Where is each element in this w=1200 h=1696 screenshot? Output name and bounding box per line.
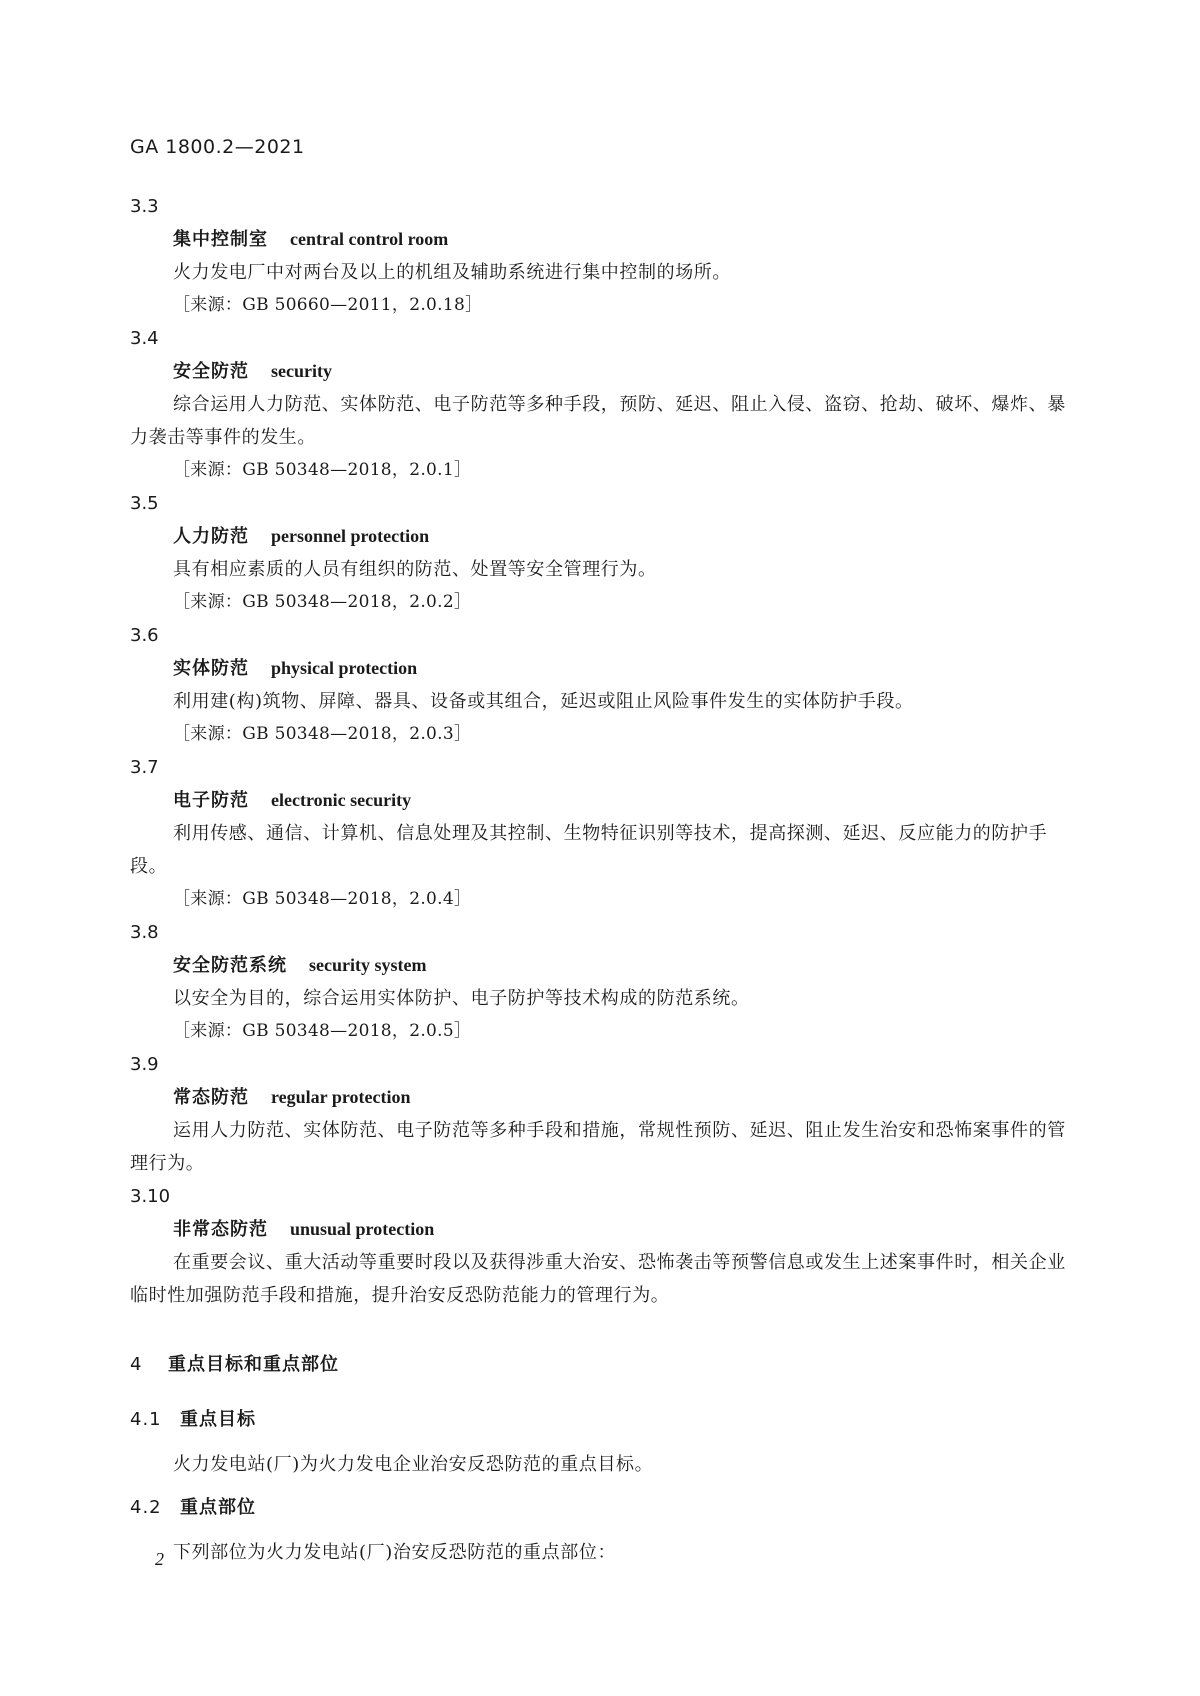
term-entry bbox=[130, 916, 1070, 1048]
subsection-4-1-heading bbox=[130, 1403, 1070, 1436]
term-heading bbox=[130, 355, 1070, 388]
term-definition: 利用传感、通信、计算机、信息处理及其控制、生物特征识别等技术，提高探测、延迟、反应能力的防护手段。 bbox=[130, 823, 1048, 877]
term-source: ［来源：GB 50348—2018，2.0.2］ bbox=[173, 592, 472, 612]
term-source: ［来源：GB 50660—2011，2.0.18］ bbox=[173, 295, 483, 315]
term-name-en: regular protection bbox=[271, 1087, 411, 1107]
term-entry bbox=[130, 487, 1070, 619]
term-name-en: security system bbox=[309, 955, 427, 975]
subsection-4-1-text: 火力发电站(厂)为火力发电企业治安反恐防范的重点目标。 bbox=[173, 1454, 654, 1475]
term-heading bbox=[130, 652, 1070, 685]
term-heading bbox=[130, 520, 1070, 553]
term-number: 3.9 bbox=[130, 1054, 159, 1075]
term-definition: 具有相应素质的人员有组织的防范、处置等安全管理行为。 bbox=[173, 559, 657, 580]
term-entry bbox=[130, 190, 1070, 322]
term-name-en: electronic security bbox=[271, 790, 412, 810]
term-heading bbox=[130, 223, 1070, 256]
term-definition: 运用人力防范、实体防范、电子防范等多种手段和措施，常规性预防、延迟、阻止发生治安和恐怖案事件的管理行为。 bbox=[130, 1120, 1066, 1174]
term-number: 3.5 bbox=[130, 493, 159, 514]
term-heading bbox=[130, 949, 1070, 982]
term-heading bbox=[130, 784, 1070, 817]
term-entry bbox=[130, 1048, 1070, 1180]
section-title: 重点目标和重点部位 bbox=[168, 1354, 339, 1375]
page-content bbox=[130, 190, 1070, 1569]
subsection-title: 重点目标 bbox=[180, 1409, 256, 1430]
subsection-number: 4.2 bbox=[130, 1497, 162, 1518]
term-name-en: security bbox=[271, 361, 332, 381]
term-definition: 利用建(构)筑物、屏障、器具、设备或其组合，延迟或阻止风险事件发生的实体防护手段。 bbox=[173, 691, 914, 712]
page-number: 2 bbox=[155, 1549, 164, 1569]
term-entry bbox=[130, 1180, 1070, 1312]
term-number: 3.6 bbox=[130, 625, 159, 646]
subsection-title: 重点部位 bbox=[180, 1497, 256, 1518]
term-number: 3.3 bbox=[130, 196, 159, 217]
term-number: 3.4 bbox=[130, 328, 159, 349]
term-name-en: central control room bbox=[290, 229, 449, 249]
term-source: ［来源：GB 50348—2018，2.0.1］ bbox=[173, 460, 472, 480]
term-source: ［来源：GB 50348—2018，2.0.3］ bbox=[173, 724, 472, 744]
term-name-zh: 集中控制室 bbox=[173, 229, 268, 250]
term-number: 3.10 bbox=[130, 1186, 171, 1207]
subsection-number: 4.1 bbox=[130, 1409, 162, 1430]
term-name-zh: 人力防范 bbox=[173, 526, 249, 547]
term-definition: 综合运用人力防范、实体防范、电子防范等多种手段，预防、延迟、阻止入侵、盗窃、抢劫、破坏、爆炸、暴力袭击等事件的发生。 bbox=[130, 394, 1066, 448]
term-entry bbox=[130, 322, 1070, 487]
term-heading bbox=[130, 1213, 1070, 1246]
term-name-zh: 常态防范 bbox=[173, 1087, 249, 1108]
term-name-en: personnel protection bbox=[271, 526, 430, 546]
term-name-zh: 安全防范系统 bbox=[173, 955, 287, 976]
subsection-4-2-heading bbox=[130, 1491, 1070, 1524]
term-entry bbox=[130, 751, 1070, 916]
section-4-heading bbox=[130, 1348, 1070, 1381]
term-heading bbox=[130, 1081, 1070, 1114]
term-name-zh: 实体防范 bbox=[173, 658, 249, 679]
term-name-zh: 安全防范 bbox=[173, 361, 249, 382]
term-name-zh: 非常态防范 bbox=[173, 1219, 268, 1240]
term-name-en: physical protection bbox=[271, 658, 418, 678]
term-definition: 火力发电厂中对两台及以上的机组及辅助系统进行集中控制的场所。 bbox=[173, 262, 731, 283]
term-source: ［来源：GB 50348—2018，2.0.5］ bbox=[173, 1021, 472, 1041]
term-definition: 在重要会议、重大活动等重要时段以及获得涉重大治安、恐怖袭击等预警信息或发生上述案事件时，相关企业临时性加强防范手段和措施，提升治安反恐防范能力的管理行为。 bbox=[130, 1252, 1066, 1306]
standard-id: GA 1800.2—2021 bbox=[130, 136, 305, 158]
subsection-4-2-text: 下列部位为火力发电站(厂)治安反恐防范的重点部位： bbox=[173, 1542, 617, 1563]
term-name-zh: 电子防范 bbox=[173, 790, 249, 811]
section-number: 4 bbox=[130, 1354, 143, 1375]
term-number: 3.8 bbox=[130, 922, 159, 943]
term-list bbox=[130, 190, 1070, 1312]
term-name-en: unusual protection bbox=[290, 1219, 435, 1239]
term-number: 3.7 bbox=[130, 757, 159, 778]
term-source: ［来源：GB 50348—2018，2.0.4］ bbox=[173, 889, 472, 909]
term-definition: 以安全为目的，综合运用实体防护、电子防护等技术构成的防范系统。 bbox=[173, 988, 750, 1009]
term-entry bbox=[130, 619, 1070, 751]
